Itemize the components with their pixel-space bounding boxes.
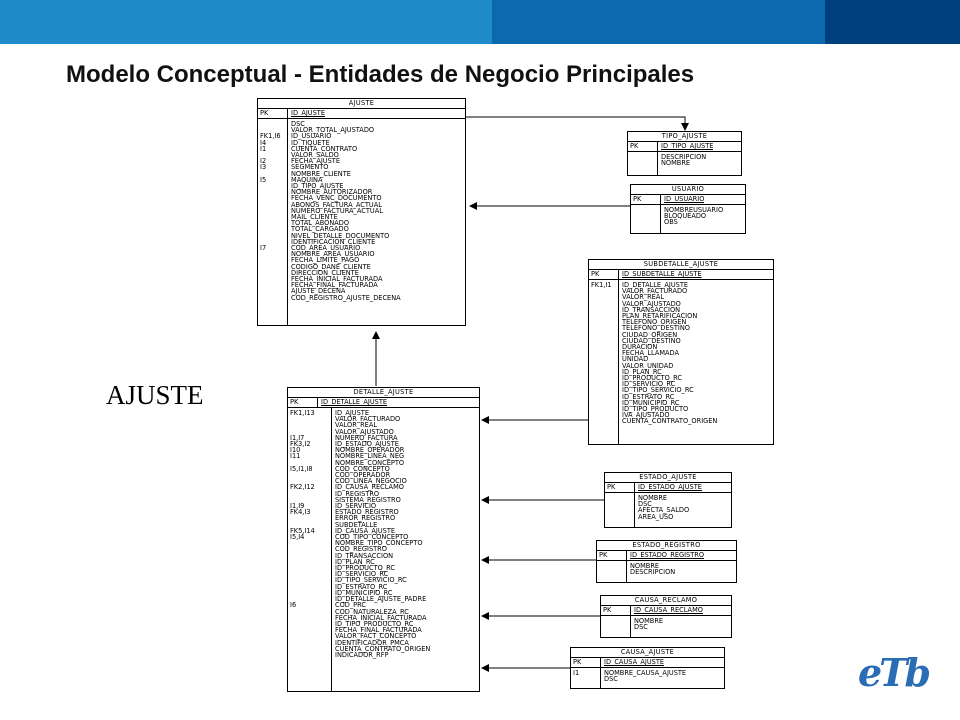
entity-name: CAUSA_AJUSTE [571,648,724,658]
entity-name: USUARIO [631,185,745,195]
entity-causa-ajuste [570,647,725,689]
key-column [628,152,658,175]
etb-logo: eTb [858,650,929,695]
entity-ajuste [257,98,466,326]
pk-field: ID_CAUSA_RECLAMO [634,606,703,614]
entity-name: ESTADO_AJUSTE [605,473,731,483]
pk-label: PK [601,606,631,615]
pk-label: PK [589,270,619,279]
entity-name: TIPO_AJUSTE [628,132,741,142]
entity-name: CAUSA_RECLAMO [601,596,731,606]
pk-field: ID_DETALLE_AJUSTE [321,398,388,406]
entity-tipo-ajuste [627,131,742,176]
pk-label: PK [631,195,661,204]
pk-label: PK [258,109,288,118]
pk-field: ID_AJUSTE [291,109,325,117]
key-column: FK1,I6 I4 I1 I2 I3 I5 I7 [258,119,288,325]
attribute-list: DSC VALOR_TOTAL_AJUSTADO ID_USUARIO ID_TIQUETE CUENTA_CONTRATO VALOR_SALDO FECHA_AJUSTE SEGMENTO NOMBRE_CLIENTE MAQUINA ID_TIPO_AJUSTE NOMBRE_AUTORIZADOR FECHA_VENC_DOCUMENTO ABONOS_FACTURA_ACTUAL NUMERO_FACTURA_ACTUAL MAIL_CLIENTE TOTAL_ABONADO TOTAL_CARGADO NIVEL_DETALLE_DOCUMENTO IDENTIFICACION_CLIENTE COD_AREA_USUARIO NOMBRE_AREA_USUARIO FECHA_LIMITE_PAGO CODIGO_DANE_CLIENTE DIRECCION_CLIENTE FECHA_INICIAL_FACTURADA FECHA_FINAL_FACTURADA AJUSTE_DECENA COD_REGISTRO_AJUSTE_DECENA [291,120,401,302]
pk-label: PK [597,551,627,560]
pk-field: ID_ESTADO_REGISTRO [630,551,705,559]
key-column: FK1,I1 [589,280,619,444]
entity-estado-registro [596,540,737,583]
key-column: FK1,I13 I1,I7 FK3,I2 I10 I11 I5,I1,I8 FK2,I12 I1,I9 FK4,I3 FK5,I14 I5,I4 I6 [288,408,332,691]
attribute-list: NOMBRE DESCRIPCION [630,562,676,577]
slide-title: Modelo Conceptual - Entidades de Negocio Principales [66,61,695,88]
entity-estado-ajuste [604,472,732,528]
attribute-list: DESCRIPCION NOMBRE [661,153,707,168]
attribute-list: ID_DETALLE_AJUSTE VALOR_FACTURADO VALOR_REAL VALOR_AJUSTADO ID_TRANSACCION PLAN_RETARIFICACION TELEFONO_ORIGEN TELEFONO_DESTINO CIUDAD_ORIGEN CIUDAD_DESTINO DURACION FECHA_LLAMADA UNIDAD VALOR_UNIDAD ID_PLAN_RC ID_PRODUCTO_RC ID_SERVICIO_RC ID_TIPO_SERVICIO_RC ID_ESTRATO_RC ID_MUNICIPIO_RC ID_TIPO_PRODUCTO IVA_AJUSTADO CUENTA_CONTRATO_ORIGEN [622,281,718,426]
pk-label: PK [288,398,318,407]
pk-field: ID_SUBDETALLE_AJUSTE [622,270,702,278]
attribute-list: NOMBRE_CAUSA_AJUSTE DSC [604,669,687,684]
entity-name: AJUSTE [258,99,465,109]
pk-field: ID_TIPO_AJUSTE [661,142,714,150]
entity-detalle-ajuste [287,387,480,692]
entity-name: ESTADO_REGISTRO [597,541,736,551]
pk-field: ID_CAUSA_AJUSTE [604,658,665,666]
key-column [631,205,661,233]
entity-name: SUBDETALLE_AJUSTE [589,260,773,270]
entity-name: DETALLE_AJUSTE [288,388,479,398]
attribute-list: NOMBREUSUARIO BLOQUEADO OBS [664,206,724,227]
pk-label: PK [571,658,601,667]
pk-label: PK [605,483,635,492]
entity-causa-reclamo [600,595,732,638]
attribute-list: NOMBRE DSC [634,617,664,632]
key-column [605,493,635,527]
pk-field: ID_ESTADO_AJUSTE [638,483,702,491]
link-ajuste-tipo-ajuste [466,117,685,130]
entity-subdetalle-ajuste [588,259,774,445]
entity-usuario [630,184,746,234]
key-column [597,561,627,582]
attribute-list: ID_AJUSTE VALOR_FACTURADO VALOR_REAL VALOR_AJUSTADO NUMERO_FACTURA ID_ESTADO_AJUSTE NOMBRE_OPERADOR NOMBRE_LINEA_NEG NOMBRE_CONCEPTO COD_CONCEPTO COD_OPERADOR COD_LINEA_NEGOCIO ID_CAUSA_RECLAMO ID_REGISTRO SISTEMA_REGISTRO ID_SERVICIO ESTADO_REGISTRO ERROR_REGISTRO SUBDETALLE ID_CAUSA_AJUSTE COD_TIPO_CONCEPTO NOMBRE_TIPO_CONCEPTO COD_REGISTRO ID_TRANSACCION ID_PLAN_RC ID_PRODUCTO_RC ID_SERVICIO_RC ID_TIPO_SERVICIO_RC ID_ESTRATO_RC ID_MUNICIPIO_RC ID_DETALLE_AJUSTE_PADRE COD_PRC COD_NATURALEZA_RC FECHA_INICIAL_FACTURADA ID_TIPO_PRODUCTO_RC FECHA_FINAL_FACTURADA VALOR_FACT_CONCEPTO IDENTIFICADOR_PMCA CUENTA_CONTRATO_ORIGEN INDICADOR_RFP [335,409,431,659]
section-label: AJUSTE [106,380,204,410]
key-column: I1 [571,668,601,688]
attribute-list: NOMBRE DSC AFECTA_SALDO AREA_USO [638,494,690,521]
key-column [601,616,631,637]
pk-label: PK [628,142,658,151]
pk-field: ID_USUARIO [664,195,705,203]
